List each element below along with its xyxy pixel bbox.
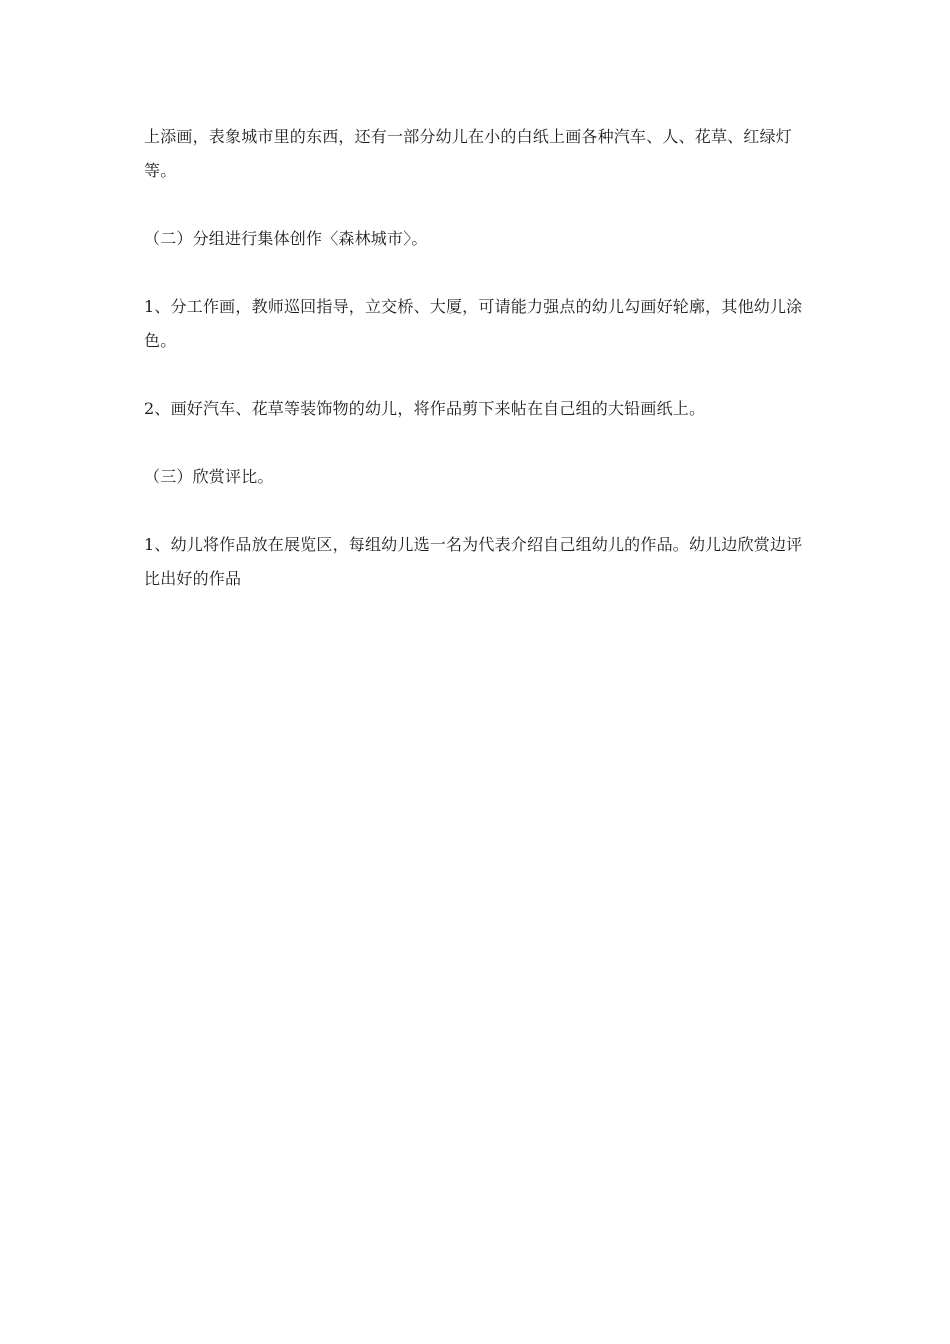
- paragraph-4: 2、画好汽车、花草等装饰物的幼儿，将作品剪下来帖在自己组的大铅画纸上。: [144, 399, 706, 418]
- paragraph-5-heading: （三）欣赏评比。: [144, 467, 274, 486]
- paragraph-1: 上添画，表象城市里的东西，还有一部分幼儿在小的白纸上画各种汽车、人、花草、红绿灯等。: [144, 127, 793, 180]
- paragraph-2-heading: （二）分组进行集体创作〈森林城市〉。: [144, 229, 428, 248]
- paragraph-6: 1、幼儿将作品放在展览区，每组幼儿选一名为代表介绍自己组幼儿的作品。幼儿边欣赏边评比出好的作品: [144, 535, 803, 588]
- paragraph-3: 1、分工作画，教师巡回指导，立交桥、大厦，可请能力强点的幼儿勾画好轮廓，其他幼儿涂色。: [144, 297, 803, 350]
- document-body: [144, 120, 804, 596]
